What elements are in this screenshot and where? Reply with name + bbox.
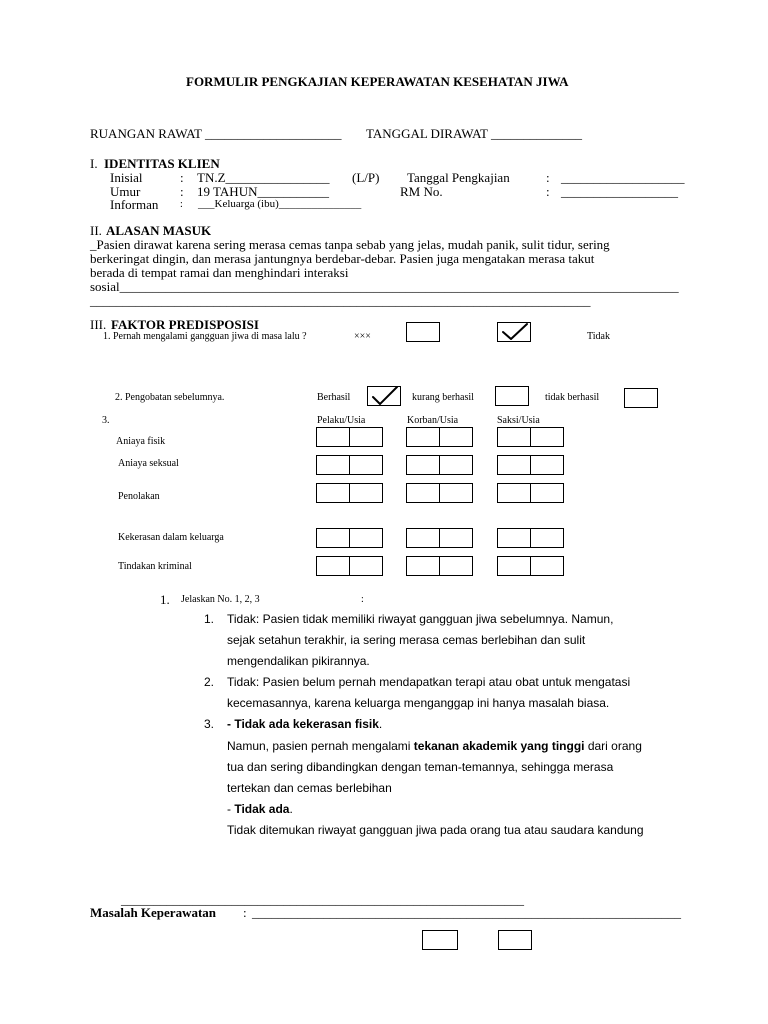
tanggal-pengkajian-colon: : — [546, 170, 550, 185]
answer-2-number: 2. — [204, 675, 215, 689]
answer-1-number: 1. — [204, 612, 215, 626]
question-3-label: 3. — [102, 415, 110, 426]
masalah-keperawatan-label: Masalah Keperawatan — [90, 905, 217, 920]
col-korban-header: Korban/Usia — [407, 415, 459, 426]
answer-3-l2-post: dari orang — [584, 739, 642, 753]
ruangan-rawat-field[interactable]: RUANGAN RAWAT _____________________ — [90, 126, 342, 141]
inisial-colon: : — [180, 170, 184, 185]
checkmark-icon — [497, 322, 531, 342]
answer-3-dash: - — [227, 717, 235, 731]
cell-tindakan-kriminal-korban-usia[interactable] — [439, 556, 473, 576]
masalah-top-line[interactable]: ______________________________________________________________ — [121, 892, 524, 907]
answer-2-line-1[interactable]: Tidak: Pasien belum pernah mendapatkan terapi atau obat untuk mengatasi — [227, 675, 631, 689]
cell-aniaya-fisik-pelaku-ya[interactable] — [316, 427, 350, 447]
cell-aniaya-seksual-pelaku-ya[interactable] — [316, 455, 350, 475]
informan-field[interactable]: ___Keluarga (ibu)_______________ — [198, 198, 362, 210]
cell-aniaya-fisik-korban-ya[interactable] — [406, 427, 440, 447]
cell-penolakan-saksi-ya[interactable] — [497, 483, 531, 503]
rm-no-field[interactable]: __________________ — [561, 184, 678, 199]
section-iii-roman: III. — [90, 317, 107, 332]
row-aniaya-fisik: Aniaya fisik — [116, 436, 166, 447]
cell-penolakan-korban-usia[interactable] — [439, 483, 473, 503]
berhasil-label: Berhasil — [317, 392, 351, 403]
cell-aniaya-seksual-pelaku-usia[interactable] — [349, 455, 383, 475]
cell-aniaya-seksual-saksi-usia[interactable] — [530, 455, 564, 475]
section-i-heading: IDENTITAS KLIEN — [104, 156, 220, 171]
row-aniaya-seksual: Aniaya seksual — [118, 458, 179, 469]
ya-checkbox[interactable] — [406, 322, 440, 342]
tidak-berhasil-checkbox[interactable] — [624, 388, 658, 408]
cell-aniaya-seksual-saksi-ya[interactable] — [497, 455, 531, 475]
alasan-line-2[interactable]: berkeringat dingin, dan merasa jantungnya berdebar-debar. Pasien juga mengatakan merasa takut — [90, 251, 595, 266]
question-1-label: 1. Pernah mengalami gangguan jiwa di masa lalu ? — [103, 331, 307, 342]
cell-aniaya-fisik-pelaku-usia[interactable] — [349, 427, 383, 447]
answer-3-number: 3. — [204, 717, 215, 731]
cell-penolakan-pelaku-usia[interactable] — [349, 483, 383, 503]
row-kekerasan-keluarga: Kekerasan dalam keluarga — [118, 532, 224, 543]
cell-kekerasan-keluarga-saksi-ya[interactable] — [497, 528, 531, 548]
umur-colon: : — [180, 184, 184, 199]
answer-1-line-1[interactable]: Tidak: Pasien tidak memiliki riwayat gangguan jiwa sebelumnya. Namun, — [227, 612, 614, 626]
cell-aniaya-seksual-korban-ya[interactable] — [406, 455, 440, 475]
kurang-berhasil-label: kurang berhasil — [412, 392, 474, 403]
jelaskan-colon: : — [361, 594, 364, 605]
cell-kekerasan-keluarga-pelaku-usia[interactable] — [349, 528, 383, 548]
answer-3-l5-period: . — [289, 802, 293, 816]
answer-3-l5-bold: Tidak ada — [234, 802, 290, 816]
tanggal-dirawat-field[interactable]: TANGGAL DIRAWAT ______________ — [366, 126, 583, 141]
tidak-checkbox-checked[interactable] — [497, 322, 531, 342]
cell-kekerasan-keluarga-korban-ya[interactable] — [406, 528, 440, 548]
cell-tindakan-kriminal-korban-ya[interactable] — [406, 556, 440, 576]
answer-1-line-2[interactable]: sejak setahun terakhir, ia sering merasa cemas berlebihan dan sulit — [227, 633, 586, 647]
answer-3-line-1[interactable] — [227, 717, 382, 731]
tanggal-pengkajian-field[interactable]: ___________________ — [561, 170, 685, 185]
section-ii-heading: ALASAN MASUK — [106, 223, 212, 238]
cell-aniaya-fisik-korban-usia[interactable] — [439, 427, 473, 447]
jelaskan-label: Jelaskan No. 1, 2, 3 — [181, 594, 260, 605]
answer-3-line-6[interactable]: Tidak ditemukan riwayat gangguan jiwa pada orang tua atau saudara kandung — [227, 823, 644, 837]
cell-kekerasan-keluarga-saksi-usia[interactable] — [530, 528, 564, 548]
informan-label: Informan — [110, 197, 159, 212]
alasan-line-5[interactable]: _____________________________________________________________________________ — [90, 293, 591, 308]
inisial-field[interactable]: TN.Z________________ — [197, 170, 330, 185]
jelaskan-number: 1. — [160, 592, 170, 607]
cell-aniaya-fisik-saksi-usia[interactable] — [530, 427, 564, 447]
question-1-mark: ××× — [354, 331, 371, 342]
cell-tindakan-kriminal-pelaku-ya[interactable] — [316, 556, 350, 576]
question-2-label: 2. Pengobatan sebelumnya. — [115, 392, 225, 403]
answer-2-line-2[interactable]: kecemasannya, karena keluarga menganggap ini hanya masalah biasa. — [227, 696, 610, 710]
gender-option[interactable]: (L/P) — [352, 170, 380, 185]
cell-penolakan-korban-ya[interactable] — [406, 483, 440, 503]
answer-1-line-3[interactable]: mengendalikan pikirannya. — [227, 654, 370, 668]
masalah-colon: : — [243, 905, 247, 920]
answer-3-line-3[interactable]: tua dan sering dibandingkan dengan teman-temannya, sehingga merasa — [227, 760, 614, 774]
rm-no-label: RM No. — [400, 184, 443, 199]
cell-penolakan-pelaku-ya[interactable] — [316, 483, 350, 503]
col-saksi-header: Saksi/Usia — [497, 415, 540, 426]
cell-tindakan-kriminal-saksi-usia[interactable] — [530, 556, 564, 576]
kurang-berhasil-checkbox[interactable] — [495, 386, 529, 406]
checkmark-icon — [367, 383, 407, 407]
masalah-keperawatan-field[interactable]: __________________________________________________________________ — [252, 905, 681, 920]
informan-colon: : — [180, 199, 183, 210]
answer-3-period: . — [378, 717, 383, 731]
cell-tindakan-kriminal-pelaku-usia[interactable] — [349, 556, 383, 576]
answer-3-l2-pre: Namun, pasien pernah mengalami — [227, 739, 414, 753]
row-tindakan-kriminal: Tindakan kriminal — [118, 561, 192, 572]
cell-kekerasan-keluarga-korban-usia[interactable] — [439, 528, 473, 548]
row-penolakan: Penolakan — [118, 491, 160, 502]
rm-no-colon: : — [546, 184, 550, 199]
masalah-checkbox-1[interactable] — [422, 930, 458, 950]
tanggal-pengkajian-label: Tanggal Pengkajian — [407, 170, 510, 185]
umur-field[interactable]: 19 TAHUN___________ — [197, 184, 329, 199]
answer-3-line-2[interactable] — [227, 739, 642, 753]
masalah-checkbox-2[interactable] — [498, 930, 532, 950]
section-i-roman: I. — [90, 156, 98, 171]
cell-aniaya-fisik-saksi-ya[interactable] — [497, 427, 531, 447]
section-iii-heading: FAKTOR PREDISPOSISI — [111, 317, 259, 332]
tidak-label: Tidak — [587, 331, 610, 342]
cell-aniaya-seksual-korban-usia[interactable] — [439, 455, 473, 475]
cell-kekerasan-keluarga-pelaku-ya[interactable] — [316, 528, 350, 548]
cell-penolakan-saksi-usia[interactable] — [530, 483, 564, 503]
alasan-line-1[interactable]: _Pasien dirawat karena sering merasa cemas tanpa sebab yang jelas, mudah panik, sulit tidur, sering — [90, 237, 610, 252]
inisial-label: Inisial — [110, 170, 143, 185]
answer-3-l5-dash: - — [227, 802, 235, 816]
col-pelaku-header: Pelaku/Usia — [317, 415, 366, 426]
alasan-line-3[interactable]: berada di tempat ramai dan menghindari interaksi — [90, 265, 349, 280]
answer-3-line-4[interactable]: tertekan dan cemas berlebihan — [227, 781, 392, 795]
umur-label: Umur — [110, 184, 141, 199]
berhasil-checkbox-checked[interactable] — [367, 386, 401, 406]
form-title: FORMULIR PENGKAJIAN KEPERAWATAN KESEHATAN JIWA — [186, 74, 569, 89]
section-ii-roman: II. — [90, 223, 102, 238]
answer-3-line-5[interactable] — [227, 802, 293, 816]
alasan-line-4[interactable]: sosial______________________________________________________________________________________ — [90, 279, 679, 294]
cell-tindakan-kriminal-saksi-ya[interactable] — [497, 556, 531, 576]
answer-3-bold: Tidak ada kekerasan fisik — [234, 717, 379, 731]
answer-3-l2-bold: tekanan akademik yang tinggi — [413, 739, 585, 753]
tidak-berhasil-label: tidak berhasil — [545, 392, 600, 403]
